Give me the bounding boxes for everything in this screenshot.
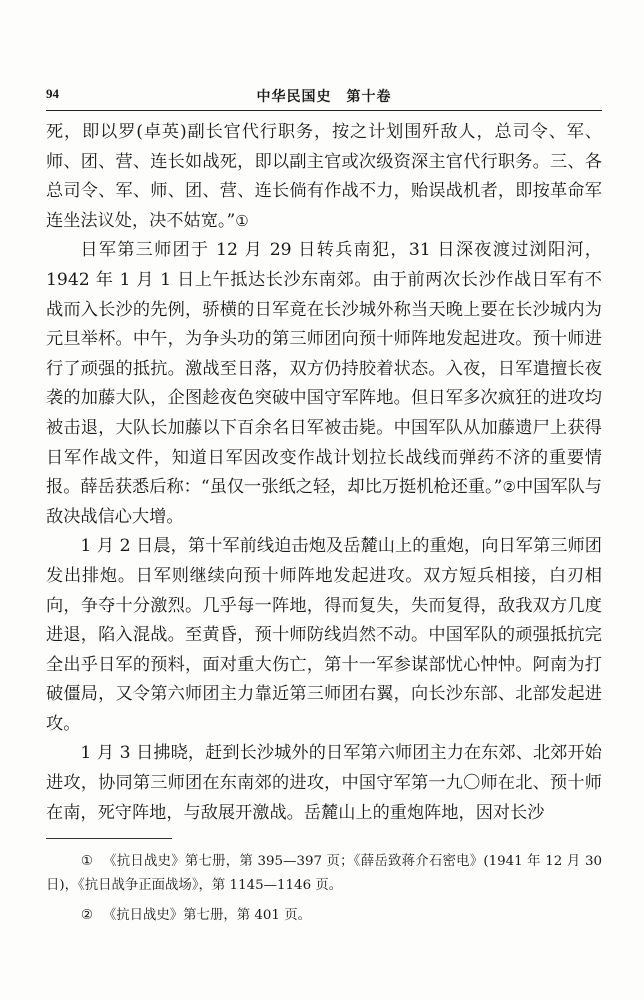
running-head xyxy=(46,86,602,110)
footnote-2-mark: ② xyxy=(80,908,93,923)
paragraph-2-text: 日军第三师团于 12 月 29 日转兵南犯，31 日深夜渡过浏阳河，1942 年 1 月 1 日上午抵达长沙东南郊。由于前两次长沙作战日军有不战而入长沙的先例，骄横的日军竟在长沙城外称当天晚上要在长沙城内为元旦举杯。中午，为争头功的第三师团向预十师阵地发起进攻。预十师进行了顽强的抵抗。激战至日落，双方仍持胶着状态。入夜，日军遣擅长夜袭的加藤大队，企图趁夜色突破中国守军阵地。但日军多次疯狂的进攻均被击退，大队长加藤以下百余名日军被击毙。中国军队从加藤遗尸上获得日军作战文件，知道日军因改变作战计划拉长战线而弹药不济的重要情报。薛岳获悉后称：“虽仅一张纸之轻，却比万挺机枪还重。” xyxy=(46,240,602,498)
footnote-2-text: 《抗日战史》第七册，第 401 页。 xyxy=(102,908,311,923)
footnote-rule xyxy=(46,838,172,839)
footnote-1 xyxy=(46,850,602,898)
body-text xyxy=(46,118,602,828)
paragraph-1 xyxy=(46,118,602,236)
footnote-ref-2: ② xyxy=(502,478,516,497)
paragraph-1-text: 死，即以罗(卓英)副长官代行职务，按之计划围歼敌人，总司令、军、师、团、营、连长如战死，即以副主官或次级资深主官代行职务。三、各总司令、军、师、团、营、连长倘有作战不力，贻误战机者，即按革命军连坐法议处，决不姑宽。” xyxy=(46,122,602,231)
book-title: 中华民国史 第十卷 xyxy=(256,89,392,105)
footnotes xyxy=(46,850,602,934)
paragraph-2-tail: 中国军队与敌决战信心大增。 xyxy=(46,477,602,527)
footnote-1-text: 《抗日战史》第七册，第 395—397 页；《薛岳致蒋介石密电》(1941 年 12 月 30 日)，《抗日战争正面战场》，第 1145—1146 页。 xyxy=(46,854,602,893)
page-number: 94 xyxy=(46,86,59,101)
header-rule xyxy=(46,110,602,111)
footnote-2 xyxy=(46,904,602,928)
footnote-1-mark: ① xyxy=(80,854,93,869)
paragraph-2 xyxy=(46,236,602,532)
footnote-ref-1: ① xyxy=(235,211,249,230)
paragraph-3: 1 月 2 日晨，第十军前线迫击炮及岳麓山上的重炮，向日军第三师团发出排炮。日军则继续向预十师阵地发起进攻。双方短兵相接，白刃相向，争夺十分激烈。几乎每一阵地，得而复失，失而复得，敌我双方几度进退，陷入混战。至黄昏，预十师防线岿然不动。中国军队的顽强抵抗完全出乎日军的预料，面对重大伤亡，第十一军参谋部忧心忡忡。阿南为打破僵局，又令第六师团主力靠近第三师团右翼，向长沙东部、北部发起进攻。 xyxy=(46,536,602,734)
paragraph-4: 1 月 3 日拂晓，赶到长沙城外的日军第六师团主力在东郊、北郊开始进攻，协同第三师团在东南郊的进攻，中国守军第一九〇师在北、预十师在南，死守阵地，与敌展开激战。岳麓山上的重炮阵地，因对长沙 xyxy=(46,743,602,823)
